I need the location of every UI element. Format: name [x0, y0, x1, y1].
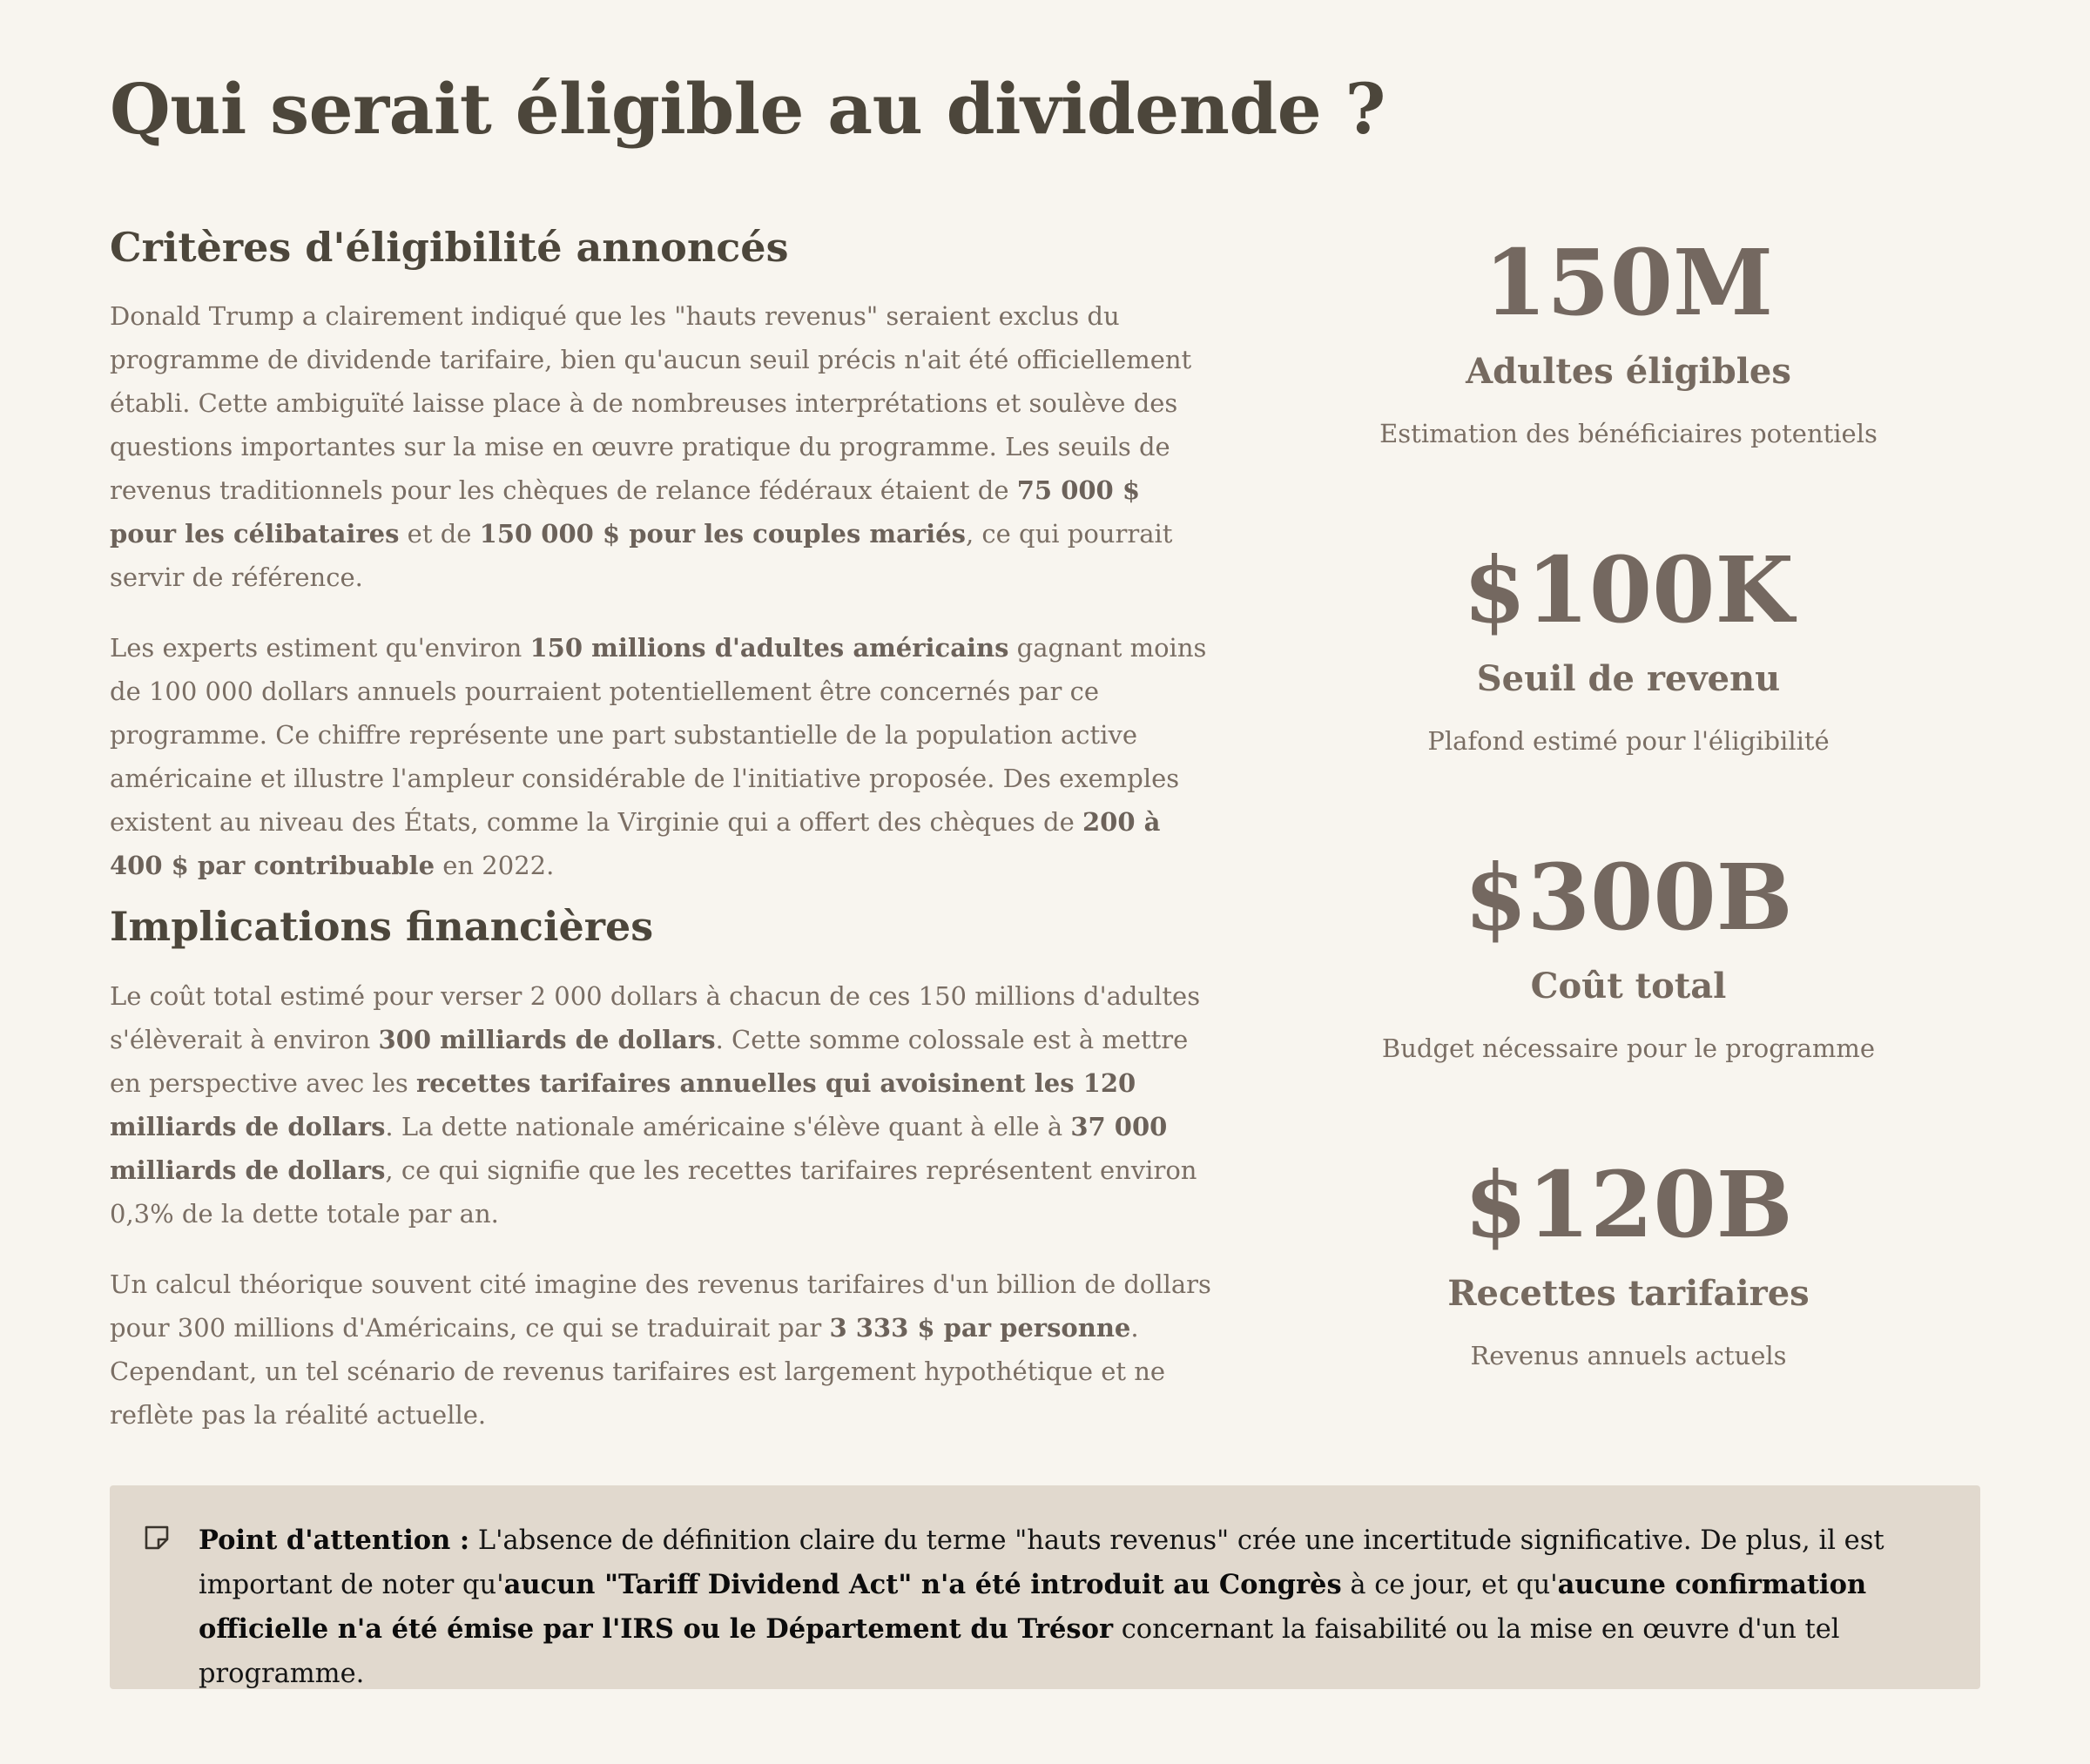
stat-description: Plafond estimé pour l'éligibilité	[1427, 725, 1830, 756]
stat-card-adults	[1306, 228, 1951, 535]
text-run: Les experts estiment qu'environ	[110, 632, 530, 663]
article-column	[110, 222, 1211, 1437]
criteria-paragraph-2	[110, 626, 1211, 887]
stat-card-tariff-revenue	[1306, 1150, 1951, 1458]
stat-card-income-threshold	[1306, 535, 1951, 843]
bold-run: 300 milliards de dollars	[378, 1024, 716, 1054]
bold-run: recettes tarifaires annuelles qui avoisinent les 120 milliards de dollars	[110, 1067, 1136, 1141]
stats-column	[1306, 228, 1951, 1458]
text-run: . Cette somme colossale est à mettre en perspective avec les	[110, 1024, 1189, 1098]
text-run: à ce jour, et qu'	[1341, 1570, 1558, 1600]
stat-description: Estimation des bénéficiaires potentiels	[1379, 418, 1878, 448]
bold-run: 150 millions d'adultes américains	[529, 632, 1009, 663]
financial-paragraph-1	[110, 974, 1211, 1235]
stat-description: Revenus annuels actuels	[1470, 1340, 1787, 1370]
stat-card-total-cost	[1306, 843, 1951, 1150]
financial-paragraph-2	[110, 1262, 1211, 1437]
text-run: , ce qui pourrait servir de référence.	[110, 518, 1173, 592]
stat-label: Recettes tarifaires	[1447, 1272, 1810, 1314]
text-run: L'absence de définition claire du terme "hauts revenus" crée une incertitude significative. De plus, il est important de noter qu'	[199, 1525, 1884, 1600]
stat-label: Adultes éligibles	[1466, 350, 1791, 392]
criteria-paragraph-1	[110, 294, 1211, 599]
bold-run: 3 333 $ par personne	[829, 1312, 1131, 1343]
text-run: Un calcul théorique souvent cité imagine des revenus tarifaires d'un billion de dollars pour 300 millions d'Américains, ce qui se traduirait par	[110, 1269, 1211, 1343]
stat-label: Seuil de revenu	[1476, 657, 1781, 699]
bold-run: aucun "Tariff Dividend Act" n'a été introduit au Congrès	[503, 1569, 1342, 1600]
callout-text	[199, 1518, 1949, 1696]
stat-value: $100K	[1463, 536, 1794, 643]
financial-heading: Implications financières	[110, 902, 654, 950]
stat-value: 150M	[1483, 229, 1774, 336]
attention-callout	[110, 1485, 1980, 1689]
bold-run: 200 à 400 $ par contribuable	[110, 806, 1161, 880]
text-run: . La dette nationale américaine s'élève quant à elle à	[385, 1111, 1071, 1141]
bold-run: aucune confirmation officielle n'a été émise par l'IRS ou le Département du Trésor	[199, 1569, 1867, 1645]
text-run: en 2022.	[435, 850, 555, 880]
bold-run: 37 000 milliards de dollars	[110, 1111, 1168, 1185]
bold-run: 150 000 $ pour les couples mariés	[479, 518, 966, 549]
criteria-heading: Critères d'éligibilité annoncés	[110, 224, 789, 271]
callout-label: Point d'attention :	[199, 1525, 470, 1556]
stat-value: $300B	[1464, 844, 1793, 951]
text-run: gagnant moins de 100 000 dollars annuels pourraient potentiellement être concernés par ce programme. Ce chiffre représente une part substantielle de la population active américaine et illustre l'ampleur considérable de l'initiative proposée. Des exemples existent au niveau des États, comme la Virginie qui a offert des chèques de	[110, 632, 1207, 837]
text-run: concernant la faisabilité ou la mise en œuvre d'un tel programme.	[199, 1614, 1840, 1689]
stat-value: $120B	[1464, 1151, 1793, 1258]
text-run: Le coût total estimé pour verser 2 000 dollars à chacun de ces 150 millions d'adultes s'élèverait à environ	[110, 980, 1201, 1054]
stat-description: Budget nécessaire pour le programme	[1381, 1033, 1876, 1063]
page-title: Qui serait éligible au dividende ?	[110, 68, 1385, 150]
text-run: . Cependant, un tel scénario de revenus tarifaires est largement hypothétique et ne reflète pas la réalité actuelle.	[110, 1312, 1166, 1430]
text-run: Donald Trump a clairement indiqué que les "hauts revenus" seraient exclus du programme de dividende tarifaire, bien qu'aucun seuil précis n'ait été officiellement établi. Cette ambiguïté laisse place à de nombreuses interprétations et soulève des questions importantes sur la mise en œuvre pratique du programme. Les seuils de revenus traditionnels pour les chèques de relance fédéraux étaient de	[110, 300, 1192, 505]
text-run: et de	[399, 518, 480, 549]
note-icon	[143, 1524, 171, 1552]
stat-label: Coût total	[1530, 965, 1727, 1007]
text-run: , ce qui signifie que les recettes tarifaires représentent environ 0,3% de la dette totale par an.	[110, 1155, 1197, 1229]
bold-run: 75 000 $ pour les célibataires	[110, 475, 1141, 549]
